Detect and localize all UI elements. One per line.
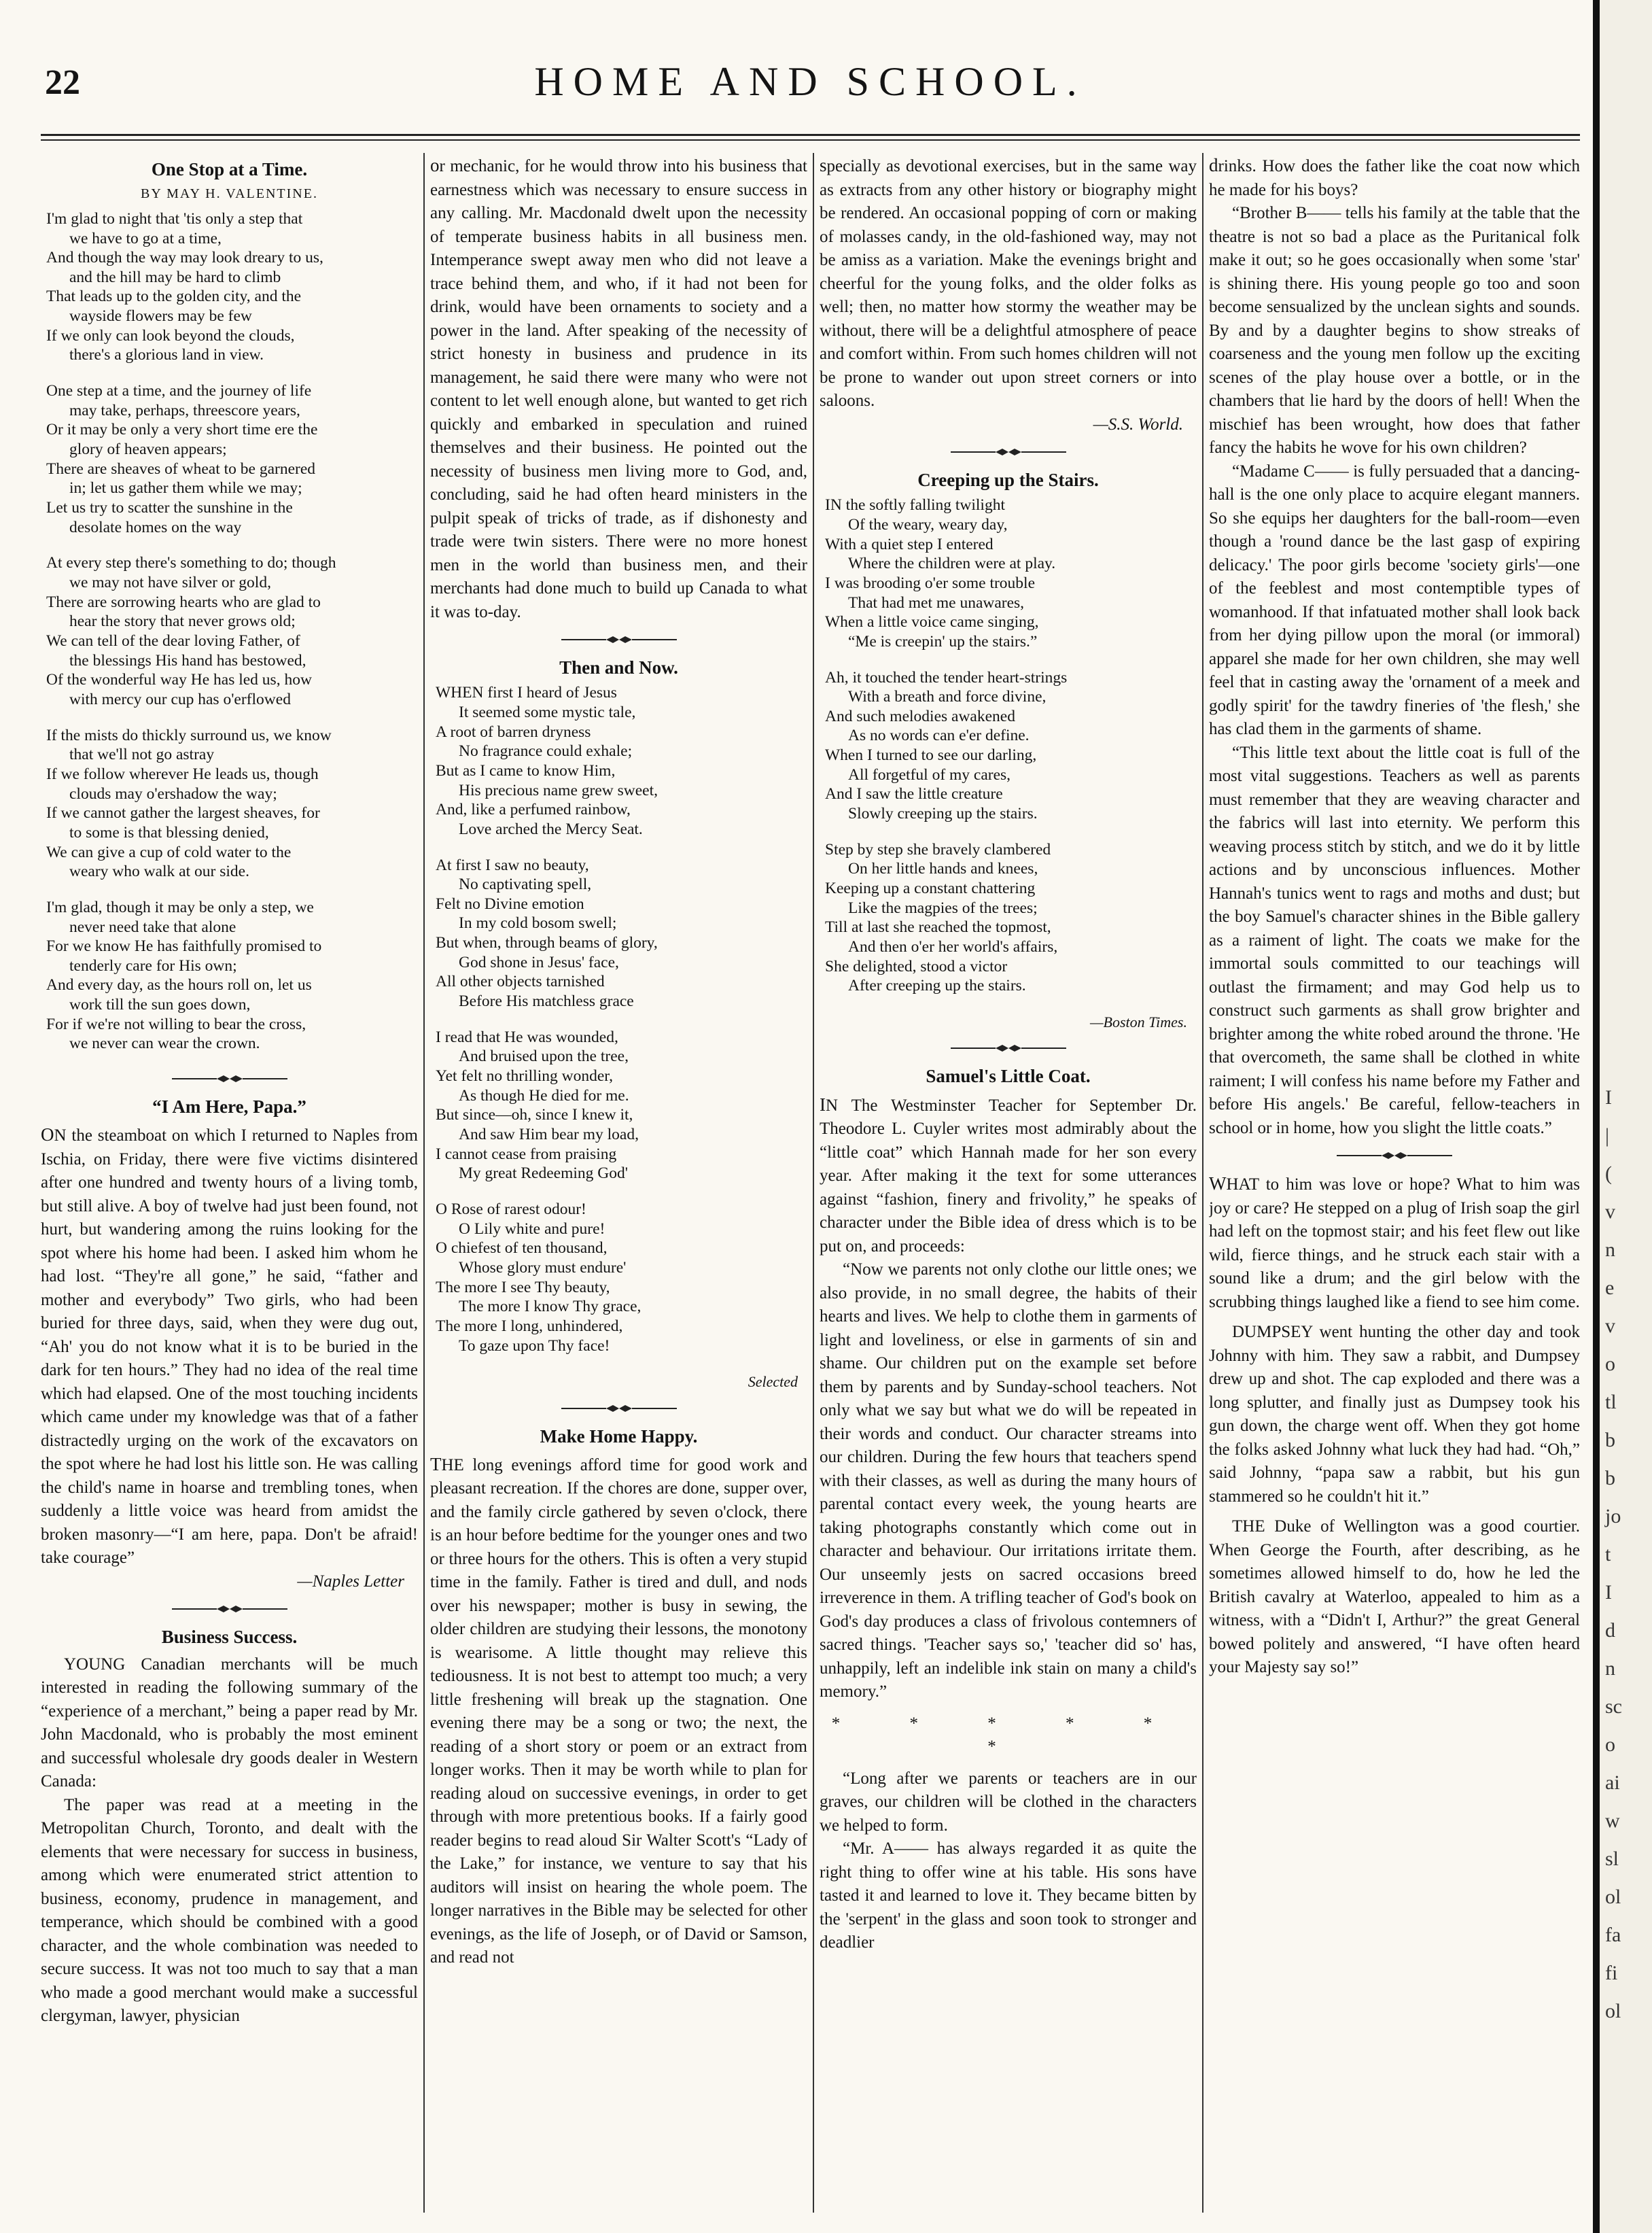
article-paragraph: “Now we parents not only clothe our little ones; we also provide, in no small degree, the habits of their hearts and lives. We help to clothe them in garments of light and loveliness, or else in garments of sin and shame. Our children put on the example set before them by parents and by Sunday-school teachers. Not only what we say but what we do will be repeated in their words and conduct. Our character streams into our children. During the few hours that teachers spend with their classes, as well as during the many hours of parental contact every week, the young hearts are taking photographs constantly which come out in character and behaviour. Our irritations irritate them. Our unseemly jests on sacred occasions breed irreverence in them. A trifling teacher of God's book on God's day produces a class of frivolous contemners of sacred things. 'Teacher says so,' 'teacher did so' has, unhappily, left an indelible ink stain on many a child's memory.”	[820, 1260, 1197, 1701]
poem-line: may take, perhaps, threescore years,	[69, 401, 300, 419]
poem-line: On her little hands and knees,	[848, 860, 1038, 878]
article-title: Samuel's Little Coat.	[926, 1066, 1091, 1087]
poem-line: For we know He has faithfully promised to	[46, 937, 322, 956]
poem-line: “Me is creepin' up the stairs.”	[848, 632, 1038, 651]
poem-line: When a little voice came singing,	[825, 613, 1039, 631]
ornament-icon	[561, 1403, 677, 1414]
article-paragraph: YOUNG Canadian merchants will be much interested in reading the following summary of the “experience of a merchant,” being a paper read by Mr. John Macdonald, who is probably the most eminent and successful wholesale dry goods dealer in Western Canada:	[41, 1655, 418, 1791]
poem-line: My great Redeeming God'	[459, 1164, 628, 1183]
article-title: “I Am Here, Papa.”	[152, 1096, 306, 1118]
poem-stanza	[41, 381, 418, 537]
poem-line: Keeping up a constant chattering	[825, 880, 1036, 898]
poem-line: At every step there's something to do; though	[46, 554, 336, 572]
section-divider	[1209, 1147, 1580, 1164]
poem-line: in; let us gather them while we may;	[69, 479, 302, 498]
article-source: —S.S. World.	[1093, 415, 1183, 434]
article-dumpsey	[1209, 1321, 1580, 1508]
poem-line: Slowly creeping up the stairs.	[848, 805, 1038, 823]
article-title: One Stop at a Time.	[151, 159, 308, 179]
article-i-am-here-papa	[41, 1094, 418, 1593]
article-paragraph: “Brother B—— tells his family at the table that the theatre is not so bad a place as the Puritanical folk make it out; so he goes occasionally when some 'star' is shining there. His young people go too and soon become sensualized by the unclean sights and sounds. By and by a daughter begins to show streaks of coarseness and the young men follow up the exciting scenes of the play house over a bottle, or in the chambers that lie hard by the doors of hell! When the mischief has been wrought, how does that father fancy the habits he wove for his own children?	[1209, 204, 1580, 457]
margin-fragment: b	[1605, 1429, 1615, 1451]
poem-body	[820, 496, 1197, 996]
article-paragraph: “This little text about the little coat is full of the most vital suggestions. Teachers as well as parents must remember that they are weaving character and the fabrics will last into eternity. We perform this weaving process stitch by stitch, and we do it by little actions and by unconscious influences. Mother Hannah's tunics went to rags and moths and dust; but the boy Samuel's character shines in the Bible gallery as a raiment of light. The coats we make for the immortal souls committed to our teachings will outlast the firmament; and may God help us to construct such garments as shall grow brighter and brighter among the white robed around the throne. 'He that overcometh, the same shall be clothed in white raiment; I will confess his name before my Father and before His angels.' Be careful, fellow-teachers in school or in home, how you slight the little coats.”	[1209, 743, 1580, 1137]
article-byline: BY MAY H. VALENTINE.	[141, 186, 318, 202]
poem-line: we have to go at a time,	[69, 229, 222, 247]
margin-fragment: (	[1605, 1162, 1612, 1185]
margin-fragment: b	[1605, 1467, 1615, 1489]
poem-line: I'm glad, though it may be only a step, we	[46, 898, 314, 916]
poem-line: I was brooding o'er some trouble	[825, 574, 1036, 592]
ornament-icon	[951, 1043, 1066, 1054]
section-divider	[820, 443, 1197, 461]
article-title: Creeping up the Stairs.	[917, 470, 1099, 490]
poem-line: wayside flowers may be few	[69, 307, 252, 326]
section-divider	[41, 1600, 418, 1618]
poem-line: The more I see Thy beauty,	[436, 1278, 610, 1296]
article-paragraph: specially as devotional exercises, but in the same way as extracts from any other history or biography might be rendered. An occasional popping of corn or making of molasses candy, in the old-fashioned way, may not be amiss as a variation. Make the evenings bright and cheerful for the young folks, and the older folks as well; then, no matter how stormy the weather may be without, there will be a delightful atmosphere of peace and comfort within. From such homes children will not be prone to wander out upon street corners or into saloons.	[820, 155, 1197, 410]
poem-line: But when, through beams of glory,	[436, 934, 658, 952]
margin-fragment: tl	[1605, 1391, 1617, 1413]
poem-line: tenderly care for His own;	[69, 956, 237, 975]
margin-fragment: v	[1605, 1200, 1615, 1223]
article-creeping-up-the-stairs	[820, 468, 1197, 1033]
poem-line: If we follow wherever He leads us, though	[46, 765, 319, 783]
poem-line: She delighted, stood a victor	[825, 957, 1008, 975]
poem-line: No captivating spell,	[459, 876, 592, 894]
margin-fragment: n	[1605, 1239, 1615, 1261]
poem-stanza	[820, 840, 1197, 996]
poem-line: Whose glory must endure'	[459, 1258, 627, 1277]
column-rule	[423, 153, 425, 2213]
section-divider	[41, 1070, 418, 1088]
poem-line: And every day, as the hours roll on, let us	[46, 976, 312, 994]
article-paragraph: THE long evenings afford time for good work and pleasant recreation. If the chores are done, supper over, and the family circle gathered by seven o'clock, there is an hour before bedtime for the younger ones and two or three hours for the others. This is often a very stupid time in the family. Father is tired and dull, and nods over his newspaper; mother is busy in sewing, the older children are studying their lessons, the monotony is wearisome. A little thought may relieve this tediousness. It is not best to attempt too much; a very little freshening will break up the stagnation. One evening there may be a song or two; the next, the reading of a short story or poem or an extract from longer works. Then it may be worth while to plan for reading aloud on successive evenings, in order to get through with more pretentious books. If a fairly good reader begins to read aloud Sir Walter Scott's “Lady of the Lake,” for instance, we venture to say that his auditors will insist on hearing the whole poem. The longer narratives in the Bible may be selected for other evenings, as the life of Joseph, or of David or Samson, and read not	[430, 1453, 807, 1967]
poem-stanza	[430, 856, 807, 1011]
ornament-icon	[561, 634, 677, 645]
poem-line: For if we're not willing to bear the cross,	[46, 1015, 306, 1033]
article-make-home-happy	[430, 1424, 807, 1970]
margin-fragment: jo	[1605, 1505, 1621, 1527]
poem-line: And such melodies awakened	[825, 707, 1015, 725]
poem-line: Step by step she bravely clambered	[825, 840, 1051, 859]
poem-line: God shone in Jesus' face,	[459, 953, 619, 971]
poem-body	[430, 683, 807, 1355]
poem-line: That leads up to the golden city, and the	[46, 288, 302, 306]
article-title: Then and Now.	[559, 657, 678, 678]
poem-line: In my cold bosom swell;	[459, 914, 617, 933]
poem-line: clouds may o'ershadow the way;	[69, 784, 277, 803]
poem-line: O chiefest of ten thousand,	[436, 1239, 608, 1258]
poem-line: And though the way may look dreary to us,	[46, 249, 323, 267]
article-one-stop	[41, 157, 418, 1054]
margin-fragment: ol	[1605, 1886, 1621, 1908]
poem-line: It seemed some mystic tale,	[459, 703, 636, 721]
poem-line: with mercy our cup has o'erflowed	[69, 690, 291, 708]
poem-line: I cannot cease from praising	[436, 1145, 617, 1163]
poem-line: weary who walk at our side.	[69, 863, 249, 881]
poem-line: To gaze upon Thy face!	[459, 1336, 610, 1355]
poem-line: never need take that alone	[69, 918, 236, 936]
margin-fragment: I	[1605, 1581, 1612, 1604]
poem-line: Or it may be only a very short time ere the	[46, 421, 318, 439]
poem-line: All other objects tarnished	[436, 973, 605, 991]
poem-line: But as I came to know Him,	[436, 761, 616, 780]
margin-fragment: n	[1605, 1657, 1615, 1680]
article-paragraph: The paper was read at a meeting in the Metropolitan Church, Toronto, and dealt with the elements that were necessary for success in business, among which were enumerated strict attention to business, economy, prudence in management, and temperance, which should be combined with a good character, and the whole combination was needed to secure success. It was not too much to say that a man who made a good merchant would make a successful clergyman, lawyer, physician	[41, 1795, 418, 2026]
poem-body	[41, 209, 418, 1054]
article-what-to-him	[1209, 1171, 1580, 1314]
poem-stanza	[41, 553, 418, 709]
poem-stanza	[41, 898, 418, 1054]
article-paragraph: “Madame C—— is fully persuaded that a dancing-hall is the one only place to acquire elegant manners. So she equips her daughters for the ball-room—even though a 'round dance be the last gasp of expiring delicacy.' The poor girls become 'society girls'—one of the feeblest and most contemptible types of womanhood. If that infatuated mother shall look back from her dying pillow upon the moral (or immoral) apparel she made for her own children, she may well feel that in casting away the 'ornament of a meek and godly spirit' for the tawdry fineries of 'the flesh,' she has clad them in the garments of shame.	[1209, 462, 1580, 738]
column-rule	[813, 153, 814, 2213]
article-duke-of-wellington	[1209, 1515, 1580, 1680]
poem-line: Yet felt no thrilling wonder,	[436, 1067, 614, 1086]
section-stars: * * * * * *	[831, 1714, 1185, 1756]
column-4	[1209, 153, 1580, 2213]
poem-line: His precious name grew sweet,	[459, 781, 658, 799]
poem-line: That had met me unawares,	[848, 593, 1025, 612]
margin-fragment: v	[1605, 1315, 1615, 1337]
poem-line: And bruised upon the tree,	[459, 1048, 629, 1066]
article-paragraph: drinks. How does the father like the coat now which he made for his boys?	[1209, 155, 1580, 199]
poem-line: Of the wonderful way He has led us, how	[46, 671, 312, 689]
ornament-icon	[172, 1604, 287, 1614]
poem-line: If the mists do thickly surround us, we know	[46, 726, 332, 744]
poem-line: As though He died for me.	[459, 1086, 629, 1105]
poem-line: With a quiet step I entered	[825, 535, 994, 553]
section-divider	[430, 1400, 807, 1417]
poem-line: The more I know Thy grace,	[459, 1298, 642, 1316]
poem-line: All forgetful of my cares,	[848, 765, 1011, 784]
margin-fragment: sc	[1605, 1695, 1622, 1718]
page-header	[41, 54, 1580, 136]
poem-line: After creeping up the stairs.	[848, 977, 1026, 995]
margin-fragment: ol	[1605, 2000, 1621, 2022]
column-2	[430, 153, 807, 2213]
masthead: HOME AND SCHOOL.	[534, 59, 1087, 104]
article-source: —Naples Letter	[297, 1572, 404, 1591]
article-make-home-happy-continued	[820, 153, 1197, 436]
poem-line: We can give a cup of cold water to the	[46, 843, 292, 861]
poem-line: As no words can e'er define.	[848, 727, 1030, 745]
poem-line: Before His matchless grace	[459, 992, 634, 1011]
ornament-icon	[172, 1073, 287, 1084]
page-number: 22	[45, 63, 80, 102]
poem-line: No fragrance could exhale;	[459, 742, 633, 761]
poem-line: IN the softly falling twilight	[825, 496, 1005, 515]
poem-source: —Boston Times.	[1089, 1014, 1187, 1031]
poem-line: we may not have silver or gold,	[69, 574, 271, 591]
poem-line: desolate homes on the way	[69, 518, 242, 536]
ornament-icon	[1337, 1150, 1452, 1161]
poem-line: the blessings His hand has bestowed,	[69, 651, 306, 670]
poem-line: We can tell of the dear loving Father, of	[46, 631, 300, 650]
poem-line: Let us try to scatter the sunshine in the	[46, 499, 293, 517]
article-paragraph: DUMPSEY went hunting the other day and took Johnny with him. They saw a rabbit, and Dumpsey drew up and shot. The cap exploded and there was a long splutter, and finally just as Dumpsey took his gun down, the charge went off. When they got home the folks asked Johnny what luck they had had. “Oh,” said Johnny, “papa saw a rabbit, but his gun stammered so he couldn't hit it.”	[1209, 1323, 1580, 1506]
poem-line: I read that He was wounded,	[436, 1028, 618, 1046]
poem-line: And, like a perfumed rainbow,	[436, 801, 631, 819]
margin-fragment: t	[1605, 1543, 1611, 1565]
poem-stanza	[430, 683, 807, 839]
poem-line: And saw Him bear my load,	[459, 1126, 639, 1144]
article-samuels-little-coat	[820, 1064, 1197, 1954]
margin-fragment: ai	[1605, 1771, 1620, 1794]
poem-line: There are sheaves of wheat to be garnered	[46, 460, 316, 478]
article-title: Make Home Happy.	[540, 1425, 698, 1447]
poem-line: When I turned to see our darling,	[825, 746, 1037, 765]
poem-line: A root of barren dryness	[436, 723, 591, 741]
margin-fragment: o	[1605, 1353, 1615, 1375]
poem-line: Till at last she reached the topmost,	[825, 918, 1051, 937]
poem-line: The more I long, unhindered,	[436, 1317, 623, 1335]
article-business-success	[41, 1625, 418, 2028]
margin-fragment: sl	[1605, 1848, 1619, 1870]
poem-line: One step at a time, and the journey of life	[46, 382, 312, 400]
margin-fragment: w	[1605, 1810, 1620, 1832]
article-paragraph: ON the steamboat on which I returned to Naples from Ischia, on Friday, there were five victims disintered after one hundred and twenty hours of a living tomb, but still alive. A boy of twelve had just been found, not hurt, but wandering among the ruins looking for the spot where his home had been. I asked him whom he had lost. “They're all gone,” he said, “father and mother and everybody” Two girls, who had been buried for three days, said, when they were dug out, “Ah' you do not know what it is to be buried in the dark for ten hours.” They had no idea of the real time which had elapsed. One of the most touching incidents which came under my knowledge was that of a father distractedly urging on the work of the excavators on the spot where he had lost his little son. He was calling the child's name in hoarse and trembling tones, when suddenly a little voice was heard from amidst the broken masonry—“I am here, papa. Don't be afraid! take courage”	[41, 1124, 418, 1568]
poem-line: Of the weary, weary day,	[848, 515, 1008, 534]
adjacent-page-fragments	[1605, 1088, 1646, 2209]
poem-line: Where the children were at play.	[848, 555, 1056, 573]
poem-line: I'm glad to night that 'tis only a step that	[46, 209, 303, 228]
article-then-and-now	[430, 655, 807, 1393]
column-1	[41, 153, 418, 2213]
poem-source: Selected	[748, 1373, 798, 1391]
article-business-success-continued	[430, 153, 807, 624]
ornament-icon	[951, 447, 1066, 457]
margin-fragment: fa	[1605, 1924, 1621, 1946]
poem-line: glory of heaven appears;	[69, 440, 227, 459]
poem-line: work till the sun goes down,	[69, 996, 251, 1014]
poem-line: O Lily white and pure!	[459, 1219, 605, 1238]
article-samuels-little-coat-continued	[1209, 153, 1580, 1140]
article-paragraph: IN The Westminster Teacher for September Dr. Theodore L. Cuyler writes most admirably about the “little coat” which Hannah made for her son every year. After making it the text for some utterances against “fashion, finery and frivolity,” he speaks of character under the Bible idea of dress which is to be put on, and proceeds:	[820, 1094, 1197, 1256]
margin-fragment: e	[1605, 1277, 1615, 1299]
poem-stanza	[41, 209, 418, 365]
poem-line: O Rose of rarest odour!	[436, 1200, 586, 1218]
poem-line: Ah, it touched the tender heart-strings	[825, 668, 1068, 687]
article-paragraph: “Long after we parents or teachers are in our graves, our children will be clothed in the characters we helped to form.	[820, 1769, 1197, 1835]
poem-stanza	[430, 1028, 807, 1183]
poem-line: we never can wear the crown.	[69, 1035, 260, 1053]
margin-fragment: I	[1605, 1086, 1612, 1109]
poem-line: At first I saw no beauty,	[436, 856, 589, 874]
poem-line: With a breath and force divine,	[848, 688, 1047, 706]
poem-stanza	[41, 726, 418, 882]
margin-fragment: d	[1605, 1619, 1615, 1642]
poem-line: Love arched the Mercy Seat.	[459, 820, 643, 838]
article-paragraph: THE Duke of Wellington was a good courtier. When George the Fourth, after describing, as he sometimes allowed himself to do, how he led the British cavalry at Waterloo, appealed to him as a witness, with a “Didn't I, Arthur?” the great General bowed politely and answered, “I have often heard your Majesty say so!”	[1209, 1517, 1580, 1676]
margin-fragment: |	[1605, 1124, 1610, 1147]
poem-line: WHEN first I heard of Jesus	[436, 684, 617, 702]
article-paragraph: WHAT to him was love or hope? What to him was joy or care? He stepped on a plug of Irish soap the girl had left on the topmost stair; and his feet flew out like wild, fierce things, and he struck each stair with a sound like a drum; and the girl below with the scrubbing things laughed like a fiend to see him come.	[1209, 1173, 1580, 1311]
margin-fragment: fi	[1605, 1962, 1618, 1984]
article-paragraph: “Mr. A—— has always regarded it as quite the right thing to offer wine at his table. His sons have tasted it and learned to love it. They became bitten by the 'serpent' in the glass and soon took to stronger and deadlier	[820, 1839, 1197, 1952]
column-3	[820, 153, 1197, 2213]
poem-line: And then o'er her world's affairs,	[848, 938, 1058, 956]
section-divider	[430, 631, 807, 648]
poem-line: If we only can look beyond the clouds,	[46, 326, 295, 345]
poem-line: Felt no Divine emotion	[436, 895, 584, 913]
binding-edge	[1593, 0, 1600, 2233]
section-divider	[820, 1039, 1197, 1057]
poem-stanza	[430, 1200, 807, 1355]
poem-line: There are sorrowing hearts who are glad to	[46, 593, 321, 611]
poem-line: that we'll not go astray	[69, 746, 215, 764]
column-rule	[1202, 153, 1203, 2213]
poem-line: And I saw the little creature	[825, 785, 1003, 803]
poem-line: and the hill may be hard to climb	[69, 268, 281, 286]
poem-line: to some is that blessing denied,	[69, 823, 269, 842]
poem-line: there's a glorious land in view.	[69, 346, 264, 364]
article-title: Business Success.	[161, 1627, 298, 1648]
poem-line: But since—oh, since I knew it,	[436, 1106, 633, 1124]
poem-line: Like the magpies of the trees;	[848, 899, 1038, 917]
poem-line: If we cannot gather the largest sheaves, for	[46, 804, 320, 823]
margin-fragment: o	[1605, 1733, 1615, 1756]
article-paragraph: or mechanic, for he would throw into his business that earnestness which was necessary to ensure success in any calling. Mr. Macdonald dwelt upon the necessity of temperate business habits in all business men. Intemperance swept away men who did not leave a trace behind them, and who, if it had not been for drink, would have been ornaments to society and a power in the land. After speaking of the necessity of strict honesty in business and prudence in its management, he said there were many who were not content to let well enough alone, but wanted to get rich quickly and embarked in speculation and ruined themselves and their business. He pointed out the necessity of business men living more to God, and, concluding, said he had often heard ministers in the pulpit speak of tricks of trade, as if dishonesty and trade were twin sisters. There were no more honest men in the world than business men, and their merchants had done much to build up Canada to what it was to-day.	[430, 155, 807, 621]
poem-stanza	[820, 496, 1197, 651]
poem-stanza	[820, 668, 1197, 824]
poem-line: hear the story that never grows old;	[69, 612, 296, 631]
page-content	[41, 54, 1580, 2216]
